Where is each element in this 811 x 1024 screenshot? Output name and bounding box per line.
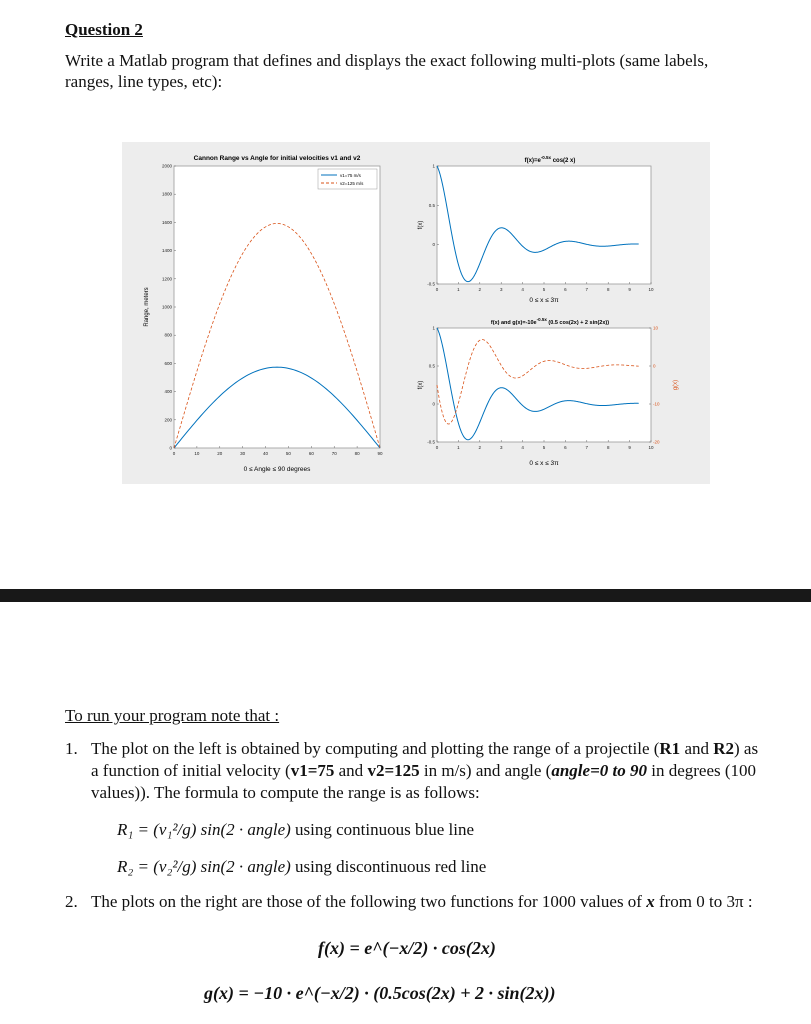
matlab-figure: [122, 142, 710, 484]
notes-item-1: [65, 738, 765, 804]
f-equation: f(x) = e^(−x/2) · cos(2x): [318, 938, 496, 958]
item-2-text-a: The plots on the right are those of the following two functions for 1000 values of: [91, 892, 647, 911]
y-right-tick-label: -20: [653, 439, 660, 445]
r2-formula: R₂ = (v₂²/g) sin(2 · angle) using discontinuous red line: [117, 857, 487, 876]
item-1-text-d: and: [334, 761, 368, 780]
x-tick-label: 80: [354, 451, 360, 456]
y-tick-label: -0.5: [427, 281, 435, 287]
item-2-text-b: from 0 to 3π :: [654, 892, 753, 911]
x-tick-label: 0: [435, 287, 439, 292]
figure-canvas: [122, 142, 710, 484]
x-tick-label: 5: [542, 287, 546, 292]
x-tick-label: 30: [240, 451, 246, 456]
x-tick-label: 10: [194, 451, 200, 456]
y-tick-label: 800: [164, 332, 172, 338]
x-tick-label: 1: [457, 445, 460, 450]
bottom-right-xlabel: 0 ≤ x ≤ 3π: [529, 460, 559, 467]
left-title: Cannon Range vs Angle for initial velocities v1 and v2: [193, 155, 361, 162]
g-equation: g(x) = −10 · e^(−x/2) · (0.5cos(2x) + 2 · sin(2x)): [204, 983, 556, 1003]
x-tick-label: 7: [585, 445, 589, 450]
y-tick-label: 0.5: [428, 202, 435, 208]
y-tick-label: 1600: [161, 219, 172, 225]
y-tick-label: 0: [432, 401, 435, 407]
x-tick-label: 6: [564, 287, 567, 292]
top-right-title: $f(x)=e^{-0.5x}$ cos(2 x): [524, 155, 576, 164]
y-tick-label: 1: [432, 163, 435, 169]
notes-list-2: [65, 891, 765, 913]
y-tick-label: 200: [164, 417, 172, 423]
x-tick-label: 90: [377, 451, 383, 456]
x-tick-label: 5: [542, 445, 546, 450]
y-tick-label: -0.5: [427, 439, 435, 445]
item-1-r2: R2: [713, 739, 735, 758]
y-tick-label: 600: [164, 360, 172, 366]
notes-item-2: [65, 891, 765, 913]
left-legend: [318, 169, 377, 189]
x-tick-label: 10: [648, 287, 654, 292]
item-2-x: x: [646, 892, 655, 911]
page-divider: [0, 589, 811, 602]
y-right-tick-label: 0: [653, 363, 656, 369]
x-tick-label: 8: [606, 445, 610, 450]
x-tick-label: 8: [606, 287, 610, 292]
item-1-text-e: in m/s) and angle (: [419, 761, 552, 780]
item-1-number: 1.: [65, 739, 78, 758]
x-tick-label: 0: [435, 445, 439, 450]
x-tick-label: 9: [628, 287, 631, 292]
x-tick-label: 3: [499, 287, 503, 292]
legend-v2-label: v2=125 m/s: [340, 181, 364, 186]
x-tick-label: 0: [172, 451, 176, 456]
x-tick-label: 20: [217, 451, 223, 456]
x-tick-label: 3: [499, 445, 503, 450]
y-tick-label: 0: [432, 242, 435, 248]
item-1-text-f: in degrees (100 values)). The formula to compute the range is as follows:: [91, 761, 757, 802]
x-tick-label: 70: [331, 451, 337, 456]
notes-list: [65, 738, 765, 804]
left-ylabel: Range, meters: [144, 287, 150, 327]
bottom-right-ylabel-right: g(x): [673, 379, 679, 391]
x-tick-label: 1: [457, 287, 460, 292]
item-1-text-b: and: [684, 739, 714, 758]
x-tick-label: 10: [648, 445, 654, 450]
y-right-tick-label: 10: [653, 325, 659, 331]
bottom-right-axes: [437, 328, 651, 442]
r1-formula: R₁ = (v₁²/g) sin(2 · angle) using continuous blue line: [117, 820, 475, 839]
left-xlabel: 0 ≤ Angle ≤ 90 degrees: [243, 466, 311, 473]
x-tick-label: 4: [521, 445, 524, 450]
y-tick-label: 0: [169, 445, 172, 451]
x-tick-label: 6: [564, 445, 567, 450]
y-tick-label: 2000: [161, 163, 172, 169]
bottom-right-ylabel-left: f(x): [418, 380, 424, 390]
x-tick-label: 2: [478, 287, 482, 292]
x-tick-label: 60: [308, 451, 314, 456]
y-tick-label: 1800: [161, 191, 172, 197]
x-tick-label: 9: [628, 445, 631, 450]
y-tick-label: 1: [432, 325, 435, 331]
item-1-text-c: ) as a function of initial velocity (: [91, 739, 759, 780]
item-2-number: 2.: [65, 892, 78, 911]
x-tick-label: 2: [478, 445, 482, 450]
y-right-tick-label: -10: [653, 401, 660, 407]
x-tick-label: 4: [521, 287, 524, 292]
notes-heading: To run your program note that :: [65, 706, 280, 725]
y-tick-label: 1200: [161, 276, 172, 282]
question-prompt: Write a Matlab program that defines and displays the exact following multi-plots (same labels, ranges, line types, etc):: [65, 51, 709, 91]
y-tick-label: 400: [164, 389, 172, 395]
y-tick-label: 1400: [161, 248, 172, 254]
question-title: Question 2: [65, 20, 143, 39]
x-tick-label: 7: [585, 287, 589, 292]
top-right-xlabel: 0 ≤ x ≤ 3π: [529, 297, 559, 304]
y-tick-label: 1000: [161, 304, 172, 310]
legend-v1-label: v1=75 m/s: [340, 173, 361, 178]
y-tick-label: 0.5: [428, 363, 435, 369]
item-1-text-a: The plot on the left is obtained by computing and plotting the range of a projectile (: [91, 739, 660, 758]
item-1-v1: v1=75: [290, 761, 335, 780]
item-1-v2: v2=125: [367, 761, 420, 780]
top-right-axes: [437, 166, 651, 284]
left-axes: [174, 166, 380, 448]
bottom-right-title: f(x) and $g(x)=-10e^{-0.5x}$ (0.5 cos(2x) + 2 sin(2x)): [490, 317, 610, 326]
top-right-ylabel: f(x): [418, 220, 424, 230]
item-1-r1: R1: [659, 739, 681, 758]
x-tick-label: 50: [285, 451, 291, 456]
item-1-angle: angle=0 to 90: [551, 761, 647, 780]
x-tick-label: 40: [263, 451, 269, 456]
